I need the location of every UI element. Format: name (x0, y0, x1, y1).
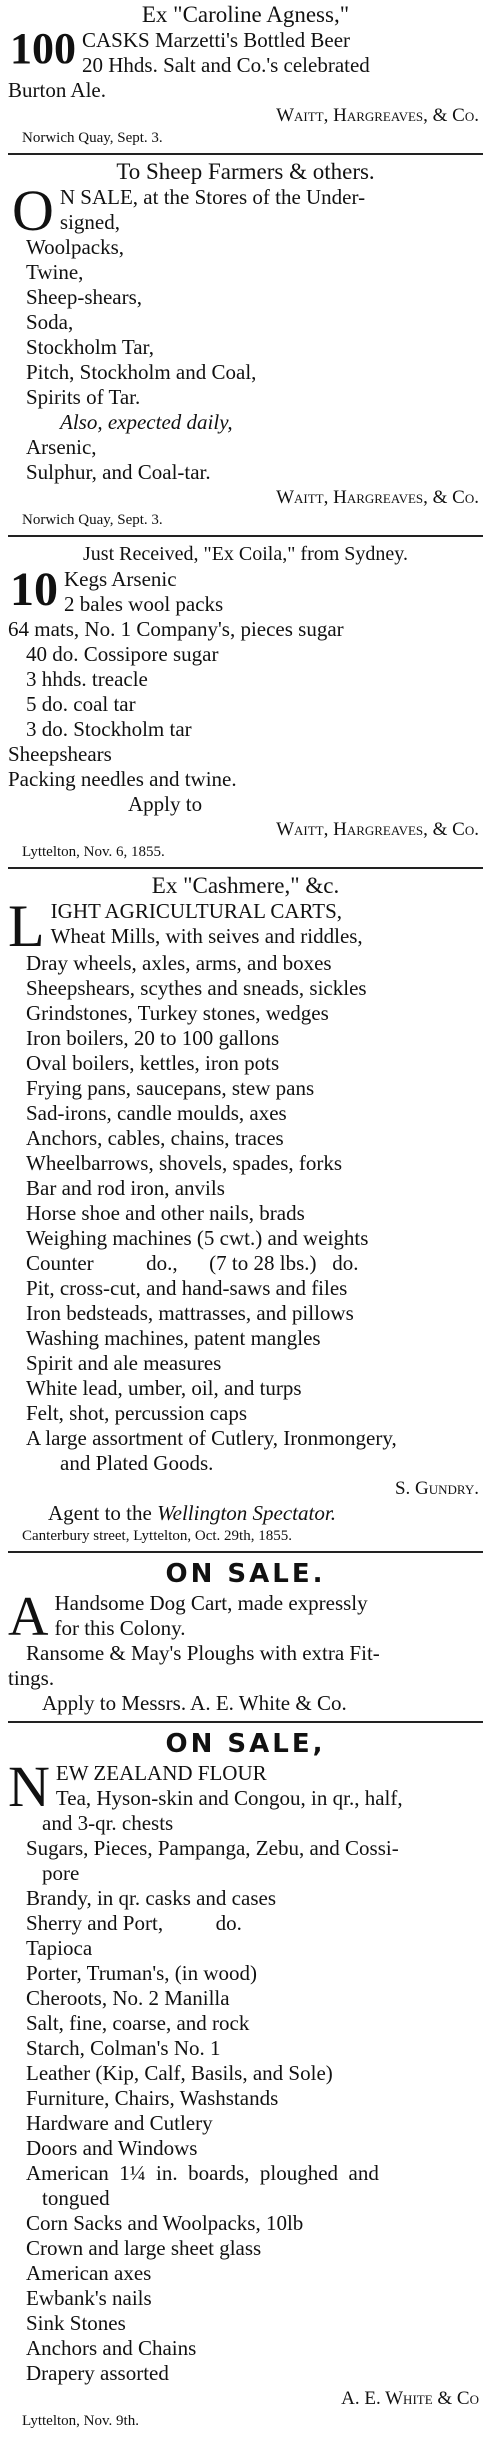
list-item: 64 mats, No. 1 Company's, pieces sugar (8, 617, 344, 641)
lead-number: 100 (10, 24, 76, 73)
list-item: Soda, (26, 310, 74, 334)
list-item: Arsenic, (26, 435, 97, 459)
ad-caroline-agness (8, 2, 483, 148)
list-item: and 3-qr. chests (42, 1811, 174, 1835)
ad-line: Burton Ale. (8, 78, 106, 102)
ad-ex-coila (8, 541, 483, 862)
ad-body (8, 1754, 483, 2386)
ad-body (8, 893, 483, 1476)
ad-line: CASKS Marzetti's Bottled Beer (82, 28, 351, 52)
ad-line: EW ZEALAND FLOUR (55, 1761, 267, 1785)
divider (8, 535, 483, 537)
list-item: A large assortment of Cutlery, Ironmongery, (26, 1426, 397, 1450)
ad-dateline: Norwich Quay, Sept. 3. (22, 130, 163, 146)
ad-body (8, 1586, 483, 1716)
list-item: Furniture, Chairs, Washstands (26, 2086, 279, 2110)
list-item: 3 hhds. treacle (26, 667, 148, 691)
list-item: Spirits of Tar. (26, 385, 141, 409)
ad-body (8, 178, 483, 485)
ad-signature: Waitt, Hargreaves, & Co. (276, 487, 479, 508)
list-item: Oval boilers, kettles, iron pots (26, 1051, 280, 1075)
list-item: Wheelbarrows, shovels, spades, forks (26, 1151, 343, 1175)
list-item: and Plated Goods. (60, 1451, 214, 1475)
drop-cap: O (12, 178, 54, 243)
ad-signature: Waitt, Hargreaves, & Co. (276, 819, 479, 840)
list-item: Sherry and Port, do. (26, 1911, 242, 1935)
list-item: Iron boilers, 20 to 100 gallons (26, 1026, 280, 1050)
divider (8, 867, 483, 869)
list-item: American 1¼ in. boards, ploughed and (26, 2161, 379, 2185)
list-item: Twine, (26, 260, 84, 284)
ad-line-italic: Also, expected daily, (60, 410, 233, 434)
divider (8, 153, 483, 155)
ad-line: Ransome & May's Ploughs with extra Fit- (26, 1641, 380, 1665)
ad-dog-cart (8, 1557, 483, 1716)
list-item: Sad-irons, candle moulds, axes (26, 1101, 287, 1125)
list-item: Washing machines, patent mangles (26, 1326, 321, 1350)
ad-line: N SALE, at the Stores of the Under- (59, 185, 366, 209)
list-item: Horse shoe and other nails, brads (26, 1201, 305, 1225)
ad-line: 20 Hhds. Salt and Co.'s celebrated (82, 53, 370, 77)
list-item: Bar and rod iron, anvils (26, 1176, 225, 1200)
agent-prefix: Agent to the (48, 1501, 158, 1525)
list-item: Anchors and Chains (26, 2336, 197, 2360)
list-item: White lead, umber, oil, and turps (26, 1376, 302, 1400)
list-item: signed, (59, 210, 120, 234)
list-item: Felt, shot, percussion caps (26, 1401, 248, 1425)
list-item: Counter do., (7 to 28 lbs.) do. (26, 1251, 359, 1275)
list-item: Tapioca (26, 1936, 93, 1960)
ad-heading: Ex "Cashmere," &c. (151, 873, 340, 898)
list-item: Cheroots, No. 2 Manilla (26, 1986, 230, 2010)
list-item: Pit, cross-cut, and hand-saws and files (26, 1276, 348, 1300)
list-item: Wheat Mills, with seives and riddles, (50, 924, 363, 948)
list-item: Salt, fine, coarse, and rock (26, 2011, 250, 2035)
ad-line: tings. (8, 1666, 55, 1690)
ad-line: IGHT AGRICULTURAL CARTS, (50, 899, 343, 923)
ad-line: Handsome Dog Cart, made expressly (54, 1591, 368, 1615)
ad-signature: S. Gundry. (394, 1478, 479, 1499)
list-item: Weighing machines (5 cwt.) and weights (26, 1226, 369, 1250)
ad-heading: Ex "Caroline Agness," (141, 2, 350, 27)
list-item: Stockholm Tar, (26, 335, 154, 359)
divider (8, 1551, 483, 1553)
list-item: American axes (26, 2261, 152, 2285)
ad-dateline: Lyttelton, Nov. 6, 1855. (22, 844, 165, 860)
ad-dateline: Lyttelton, Nov. 9th. (22, 2413, 139, 2429)
list-item: tongued (42, 2186, 110, 2210)
ad-heading: To Sheep Farmers & others. (116, 159, 375, 184)
list-item: 3 do. Stockholm tar (26, 717, 192, 741)
ad-signature: A. E. White & Co (341, 2388, 479, 2409)
list-item: Woolpacks, (26, 235, 125, 259)
list-item: Tea, Hyson-skin and Congou, in qr., half, (55, 1786, 403, 1810)
list-item: Corn Sacks and Woolpacks, 10lb (26, 2211, 304, 2235)
ad-sheep-farmers (8, 159, 483, 530)
ad-line: Kegs Arsenic (64, 567, 177, 591)
ad-body (8, 24, 483, 103)
drop-cap: N (8, 1754, 50, 1819)
list-item: Brandy, in qr. casks and cases (26, 1886, 276, 1910)
list-item: Grindstones, Turkey stones, wedges (26, 1001, 329, 1025)
list-item: Sink Stones (26, 2311, 126, 2335)
ad-title: ON SALE. (165, 1559, 326, 1589)
list-item: Leather (Kip, Calf, Basils, and Sole) (26, 2061, 333, 2085)
list-item: Sheepshears, scythes and sneads, sickles (26, 976, 367, 1000)
list-item: Sulphur, and Coal-tar. (26, 460, 211, 484)
ad-signature: Waitt, Hargreaves, & Co. (276, 105, 479, 126)
list-item: Anchors, cables, chains, traces (26, 1126, 284, 1150)
ad-dateline: Canterbury street, Lyttelton, Oct. 29th, 1855. (22, 1528, 292, 1544)
list-item: Doors and Windows (26, 2136, 198, 2160)
ad-title: ON SALE, (165, 1729, 326, 1759)
agent-paper: Wellington Spectator. (157, 1501, 336, 1525)
agent-line (8, 1501, 483, 1526)
list-item: Starch, Colman's No. 1 (26, 2036, 221, 2060)
list-item: Pitch, Stockholm and Coal, (26, 360, 257, 384)
ad-new-zealand-flour (8, 1727, 483, 2431)
list-item: Spirit and ale measures (26, 1351, 222, 1375)
list-item: Porter, Truman's, (in wood) (26, 1961, 258, 1985)
list-item: Drapery assorted (26, 2361, 169, 2385)
ad-line: for this Colony. (54, 1616, 186, 1640)
divider (8, 1721, 483, 1723)
list-item: Sugars, Pieces, Pampanga, Zebu, and Cossi- (26, 1836, 399, 1860)
list-item: Crown and large sheet glass (26, 2236, 262, 2260)
list-item: Sheepshears (8, 742, 112, 766)
ad-body (8, 563, 483, 817)
ad-heading: Just Received, "Ex Coila," from Sydney. (83, 543, 408, 565)
lead-number: 10 (10, 563, 58, 616)
list-item: Ewbank's nails (26, 2286, 152, 2310)
ad-line: Apply to Messrs. A. E. White & Co. (42, 1691, 347, 1715)
ad-line: Apply to (128, 792, 203, 816)
list-item: Hardware and Cutlery (26, 2111, 213, 2135)
drop-cap: L (8, 893, 45, 959)
drop-cap: A (8, 1586, 49, 1648)
ad-ex-cashmere (8, 873, 483, 1546)
list-item: 5 do. coal tar (26, 692, 136, 716)
list-item: Packing needles and twine. (8, 767, 237, 791)
list-item: 40 do. Cossipore sugar (26, 642, 219, 666)
list-item: pore (42, 1861, 80, 1885)
ad-line: 2 bales wool packs (64, 592, 224, 616)
list-item: Dray wheels, axles, arms, and boxes (26, 951, 332, 975)
list-item: Iron bedsteads, mattrasses, and pillows (26, 1301, 354, 1325)
list-item: Frying pans, saucepans, stew pans (26, 1076, 315, 1100)
ad-dateline: Norwich Quay, Sept. 3. (22, 512, 163, 528)
list-item: Sheep-shears, (26, 285, 143, 309)
